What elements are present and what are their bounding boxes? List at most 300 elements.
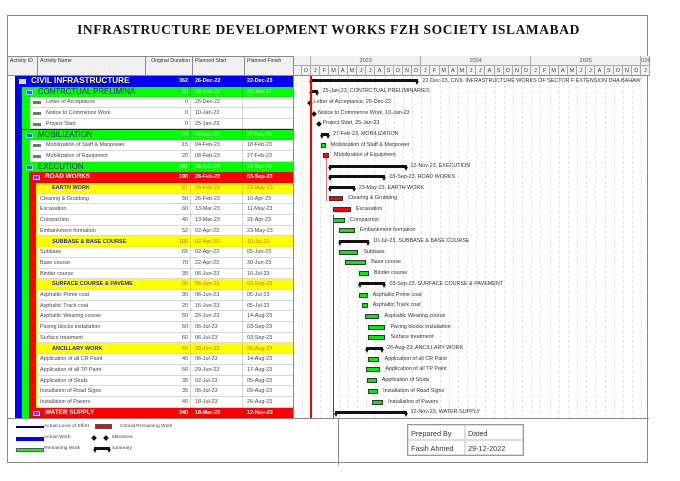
- task-icon: [33, 123, 41, 126]
- table-row[interactable]: [8, 322, 293, 333]
- summary-bar[interactable]: [366, 347, 383, 350]
- gridline: [605, 76, 606, 418]
- wbs-icon: [26, 133, 33, 138]
- month-cell: A: [339, 66, 348, 76]
- activity-bar[interactable]: [368, 389, 378, 394]
- dated-label: Dated: [465, 425, 523, 440]
- task-icon: [33, 155, 41, 158]
- legend-loe-label: Actual Level of Effort: [44, 424, 90, 429]
- bar-label: Asphaltic Wearing course: [384, 312, 446, 319]
- activity-bar[interactable]: [359, 271, 369, 276]
- month-cell: N: [623, 66, 632, 76]
- bar-label: 25-Jan-23, CONTRCTUAL PRELIMINARIES: [322, 88, 430, 95]
- table-row[interactable]: [8, 247, 293, 258]
- cell-ps: 26-Dec-22: [193, 87, 243, 98]
- gridline: [632, 76, 633, 418]
- cell-pf: 26-Aug-23: [247, 399, 273, 405]
- summary-bar[interactable]: [329, 186, 355, 189]
- table-row[interactable]: [8, 108, 293, 119]
- activity-bar[interactable]: [339, 250, 358, 255]
- table-row[interactable]: [8, 215, 293, 226]
- cell-ps: 26-Dec-22: [193, 97, 243, 108]
- table-row[interactable]: [8, 172, 293, 183]
- activity-bar[interactable]: [359, 293, 368, 298]
- cell-pf: 05-Jul-23: [247, 292, 270, 298]
- activity-name: Mobilization of Staff & Manpower: [46, 142, 125, 149]
- table-row[interactable]: [8, 333, 293, 344]
- bar-label: 10-Jul-23, SUBBASE & BASE COURSE: [372, 238, 470, 244]
- cell-dur: 100: [146, 237, 191, 248]
- column-header: [8, 56, 293, 76]
- month-cell: N: [403, 66, 412, 76]
- table-row[interactable]: [8, 76, 293, 87]
- month-cell: J: [421, 66, 430, 76]
- cell-pf: 22-Dec-23: [247, 78, 273, 84]
- cell-pf: 14-Aug-23: [247, 313, 273, 320]
- cell-dur: 40: [146, 354, 191, 365]
- bar-label: Application of all TP Paint: [385, 366, 447, 373]
- wbs-icon: [26, 90, 33, 95]
- cell-dur: 90: [146, 279, 191, 290]
- table-row[interactable]: [8, 290, 293, 301]
- month-cell: O: [394, 66, 403, 76]
- cell-dur: 52: [146, 226, 191, 237]
- month-cell: J: [586, 66, 595, 76]
- summary-bar[interactable]: [329, 175, 386, 178]
- cell-pf: [245, 119, 293, 130]
- gridline: [302, 76, 303, 418]
- gantt-chart: [293, 56, 649, 418]
- month-cell: A: [595, 66, 604, 76]
- bar-label: 12-Nov-23, EXECUTION: [410, 163, 471, 170]
- legend-swatch-remaining: [16, 448, 44, 452]
- summary-bar[interactable]: [335, 411, 407, 414]
- cell-dur: 24: [146, 130, 191, 141]
- activity-name: SURFACE COURSE & PAVEME: [52, 281, 133, 288]
- activity-bar[interactable]: [362, 303, 368, 308]
- bar-label: Letter of Acceptance, 26-Dec-22: [313, 98, 392, 105]
- gridline: [623, 76, 624, 418]
- critical-path-line: [326, 158, 327, 201]
- folder-icon: [19, 79, 26, 84]
- activity-name: Surface treatment: [40, 334, 83, 341]
- cell-pf: [245, 97, 293, 108]
- cell-ps: 26-Feb-23: [193, 162, 243, 173]
- cell-pf: 21-Apr-23: [247, 217, 271, 224]
- table-row[interactable]: [8, 344, 293, 355]
- cell-ps: 18-Mar-23: [193, 408, 243, 419]
- month-cell: S: [385, 66, 394, 76]
- cell-ps: 29-Jun-23: [193, 344, 243, 355]
- prepared-by-value: Fasih Ahmed: [408, 440, 465, 455]
- cell-pf: 30-Jun-23: [247, 259, 272, 266]
- cell-dur: 35: [146, 269, 191, 280]
- gridline: [595, 76, 596, 418]
- bar-label: 23-May-23, EARTH WORK: [358, 184, 424, 191]
- cell-ps: 06-Jul-23: [193, 322, 243, 333]
- activity-name: Asphaltic Prime coat: [40, 292, 90, 298]
- header-activity-name[interactable]: Activity Name: [38, 57, 146, 76]
- header-activity-id[interactable]: Activity ID: [8, 57, 38, 76]
- bar-label: Application of Studs: [381, 377, 430, 384]
- activity-name: Compaction: [40, 217, 69, 224]
- bar-label: Asphaltic Track coat: [372, 302, 421, 309]
- bar-label: Subbase: [363, 248, 385, 255]
- legend-swatch-loe: [16, 426, 44, 428]
- data-date-line: [310, 76, 312, 418]
- cell-pf: 05-Jul-23: [247, 302, 270, 309]
- gridline: [348, 76, 349, 418]
- cell-pf: 03-Sep-23: [247, 174, 273, 181]
- cell-ps: 02-Apr-23: [193, 226, 243, 237]
- month-cell: D: [632, 66, 641, 76]
- signoff-table: [407, 424, 524, 456]
- legend-summary-label: summary: [112, 446, 133, 451]
- cell-ps: 08-Feb-23: [193, 151, 243, 162]
- cell-pf: 05-Aug-23: [247, 377, 273, 384]
- cell-dur: 30: [146, 87, 191, 98]
- cell-dur: 15: [146, 140, 191, 151]
- bar-label: Base course: [371, 259, 402, 266]
- header-planned-finish[interactable]: Planned Finish: [247, 58, 282, 64]
- activity-bar[interactable]: [367, 378, 377, 383]
- bar-label: Surface treatment: [390, 334, 434, 341]
- activity-name: Project Start: [46, 120, 76, 127]
- table-row[interactable]: [8, 140, 293, 151]
- cell-ps: 02-Apr-23: [193, 237, 243, 248]
- activity-bar[interactable]: [372, 400, 383, 405]
- task-icon: [33, 144, 41, 147]
- cell-pf: 10-Jul-23: [247, 270, 270, 277]
- timescale-months: [294, 66, 650, 76]
- cell-dur: 59: [146, 344, 191, 355]
- table-row[interactable]: [8, 386, 293, 397]
- gridline: [559, 76, 560, 418]
- cell-pf: 17-Aug-23: [247, 366, 273, 373]
- cell-dur: 0: [146, 119, 191, 130]
- wbs-icon: [33, 175, 40, 180]
- cell-pf: 27-Feb-23: [247, 131, 272, 138]
- activity-name: Mobilization of Equipment: [46, 152, 108, 159]
- cell-pf: 23-May-23: [247, 227, 273, 234]
- table-row[interactable]: [8, 151, 293, 162]
- activity-name: WATER SUPPLY: [45, 408, 95, 416]
- bar-label: 12-Nov-23, WATER SUPPLY: [410, 409, 480, 416]
- cell-dur: 240: [146, 408, 191, 419]
- bar-label: 22-Dec-23, CIVIL INFRASTRUCTURE WORKS OF SECTOR F EXTENSION DHA BAHAW: [422, 77, 641, 84]
- cell-dur: 30: [146, 290, 191, 301]
- page-title: INFRASTRUCTURE DEVELOPMENT WORKS FZH SOCIETY ISLAMABAD: [77, 22, 580, 37]
- table-row[interactable]: [8, 408, 293, 419]
- cell-dur: 0: [146, 108, 191, 119]
- table-row[interactable]: [8, 301, 293, 312]
- cell-ps: 02-Jul-23: [193, 376, 243, 387]
- cell-ps: 26-Feb-23: [193, 183, 243, 194]
- gridline: [550, 76, 551, 418]
- wbs-icon: [33, 411, 40, 416]
- month-cell: O: [504, 66, 513, 76]
- activity-bar[interactable]: [333, 218, 345, 223]
- table-row[interactable]: [8, 279, 293, 290]
- table-row[interactable]: [8, 376, 293, 387]
- cell-ps: 22-Apr-23: [193, 258, 243, 269]
- activity-bar[interactable]: [365, 314, 380, 319]
- legend-actual-label: Actual Work: [44, 435, 71, 440]
- year-cell: 026: [641, 58, 651, 64]
- gridline: [513, 76, 514, 418]
- gridline: [330, 76, 331, 418]
- bar-label: Paving blocks installation: [390, 323, 451, 330]
- cell-pf: 05-Jun-23: [247, 249, 272, 256]
- cell-ps: 13-Mar-23: [193, 215, 243, 226]
- gridline: [614, 76, 615, 418]
- legend-milestone-label: Milestone: [112, 435, 133, 440]
- activity-name: Subbase: [40, 249, 62, 256]
- cell-ps: 10-Jan-23: [193, 108, 243, 119]
- cell-dur: 40: [146, 215, 191, 226]
- activity-name: EXECUTION: [38, 161, 84, 171]
- cell-pf: 14-Aug-23: [247, 356, 273, 363]
- bar-label: Compaction: [350, 216, 379, 223]
- cell-ps: 06-Jun-23: [193, 290, 243, 301]
- cell-dur: 65: [146, 247, 191, 258]
- month-cell: M: [568, 66, 577, 76]
- month-cell: J: [476, 66, 485, 76]
- cell-pf: 03-Sep-23: [247, 281, 273, 288]
- milestone-icon: [91, 435, 97, 441]
- gridline: [540, 76, 541, 418]
- month-cell: J: [577, 66, 586, 76]
- activity-bar[interactable]: [368, 325, 385, 330]
- activity-name: Asphaltic Wearing course: [40, 313, 102, 320]
- gridline: [641, 76, 642, 418]
- bar-label: Installation of Road Signs: [383, 387, 445, 394]
- bar-label: 03-Sep-23, SURFACE COURSE & PAVEMENT: [389, 280, 504, 287]
- cell-dur: 0: [146, 97, 191, 108]
- bar-label: Notice to Commence Work, 10-Jan-23: [317, 109, 410, 116]
- bar-label: 27-Feb-23, MOBILIZATION: [333, 131, 399, 137]
- activity-name: Letter of Acceptance: [46, 99, 96, 106]
- task-icon: [33, 112, 41, 115]
- month-cell: S: [605, 66, 614, 76]
- table-row[interactable]: [8, 269, 293, 280]
- cell-pf: 23-May-23: [247, 185, 273, 191]
- cell-pf: 27-Feb-23: [247, 152, 272, 159]
- bar-label: 03-Sep-23, ROAD WORKS: [389, 173, 456, 180]
- activity-name: ROAD WORKS: [45, 173, 91, 181]
- table-row[interactable]: [8, 130, 293, 141]
- activity-name: Base course: [40, 259, 70, 266]
- month-cell: F: [430, 66, 439, 76]
- table-row[interactable]: [8, 204, 293, 215]
- bar-label: Embankment formation: [359, 227, 416, 234]
- activity-name: Asphaltic Track coat: [40, 302, 89, 309]
- month-cell: M: [348, 66, 357, 76]
- table-row[interactable]: [8, 97, 293, 108]
- table-row[interactable]: [8, 226, 293, 237]
- month-cell: J: [641, 66, 650, 76]
- cell-dur: 260: [146, 162, 191, 173]
- timescale-years: [294, 56, 650, 66]
- month-cell: J: [357, 66, 366, 76]
- cell-dur: 20: [146, 151, 191, 162]
- cell-ps: 06-Jun-23: [193, 269, 243, 280]
- cell-dur: 70: [146, 258, 191, 269]
- milestone-icon[interactable]: [311, 111, 317, 117]
- activity-bar[interactable]: [321, 143, 326, 148]
- cell-pf: 11-May-23: [247, 206, 273, 213]
- activity-name: Installation of Road Signs: [40, 388, 102, 395]
- month-cell: A: [559, 66, 568, 76]
- cell-ps: 04-Feb-23: [193, 140, 243, 151]
- prepared-by-label: Prepared By: [408, 425, 465, 440]
- activity-bar[interactable]: [368, 335, 385, 340]
- summary-bar-icon: [94, 447, 110, 450]
- activity-bar[interactable]: [329, 196, 344, 201]
- bar-label: Project Start, 25-Jan-23: [322, 120, 380, 127]
- cell-dur: 50: [146, 194, 191, 205]
- summary-bar[interactable]: [339, 240, 369, 243]
- gridline: [449, 76, 450, 418]
- gridline: [339, 76, 340, 418]
- gridline: [476, 76, 477, 418]
- cell-ps: 13-Mar-23: [193, 204, 243, 215]
- month-cell: F: [320, 66, 329, 76]
- cell-pf: 18-Feb-23: [247, 142, 272, 149]
- cell-dur: 20: [146, 301, 191, 312]
- month-cell: J: [366, 66, 375, 76]
- month-cell: J: [311, 66, 320, 76]
- month-cell: O: [614, 66, 623, 76]
- cell-pf: 16-Apr-23: [247, 195, 271, 202]
- activity-name: CIVIL INFRASTRUCTURE: [31, 76, 130, 85]
- cell-ps: 04-Feb-23: [193, 130, 243, 141]
- bar-label: Binder course: [373, 270, 408, 277]
- activity-name: Binder course: [40, 270, 74, 277]
- cell-ps: 26-Jun-23: [193, 311, 243, 322]
- gridline: [577, 76, 578, 418]
- summary-bar[interactable]: [310, 79, 419, 82]
- bar-label: Installation of Pavers: [388, 398, 439, 405]
- activity-bar[interactable]: [333, 207, 351, 212]
- month-cell: J: [531, 66, 540, 76]
- cell-dur: 50: [146, 365, 191, 376]
- gridline: [522, 76, 523, 418]
- summary-bar[interactable]: [321, 133, 329, 136]
- cell-ps: 06-Jul-23: [193, 386, 243, 397]
- cell-pf: 12-Nov-23: [247, 409, 273, 416]
- month-cell: M: [440, 66, 449, 76]
- activity-name: Paving blocks installation: [40, 324, 101, 331]
- cell-ps: 26-Feb-23: [193, 194, 243, 205]
- task-icon: [33, 101, 41, 104]
- bar-label: Excavation: [356, 205, 383, 212]
- month-cell: D: [302, 66, 311, 76]
- table-row[interactable]: [8, 237, 293, 248]
- activity-name: Clearing & Grubbing: [40, 195, 89, 202]
- header-duration[interactable]: Original Duration: [146, 57, 193, 76]
- table-row[interactable]: [8, 397, 293, 408]
- activity-name: MOBILIZATION: [38, 129, 93, 139]
- activity-bar[interactable]: [345, 260, 366, 265]
- cell-ps: 29-Jun-23: [193, 365, 243, 376]
- month-cell: D: [412, 66, 421, 76]
- month-cell: N: [513, 66, 522, 76]
- activity-name: ANCILLARY WORK: [52, 345, 103, 352]
- month-cell: D: [522, 66, 531, 76]
- gridline: [485, 76, 486, 418]
- month-cell: A: [375, 66, 384, 76]
- activity-bar[interactable]: [366, 367, 381, 372]
- table-row[interactable]: [8, 87, 293, 98]
- cell-pf: 03-Sep-23: [247, 324, 273, 331]
- legend-swatch-critical: [95, 424, 112, 429]
- activity-name: Application of all CR Paint: [40, 356, 103, 363]
- year-cell: 2024: [421, 56, 531, 66]
- gridline: [357, 76, 358, 418]
- summary-bar[interactable]: [329, 165, 407, 168]
- year-cell: [294, 56, 311, 66]
- bar-label: Mobilization of Equipment: [334, 152, 396, 159]
- cell-pf: 03-Sep-23: [247, 334, 273, 341]
- cell-ps: 06-Jul-23: [193, 333, 243, 344]
- activity-name: Application of Studs: [40, 377, 88, 384]
- legend-critical-label: Critical Remaining Work: [120, 424, 173, 429]
- cell-dur: 87: [146, 183, 191, 194]
- critical-path-line: [333, 215, 335, 418]
- cell-pf: 25-Jan-23: [247, 88, 272, 95]
- year-cell: 2025: [531, 56, 641, 66]
- dated-value: 29-12-2022: [465, 440, 523, 455]
- activity-bar[interactable]: [339, 228, 355, 233]
- cell-dur: 60: [146, 322, 191, 333]
- table-row[interactable]: [8, 311, 293, 322]
- table-row[interactable]: [8, 365, 293, 376]
- cell-pf: 09-Aug-23: [247, 388, 273, 395]
- cell-ps: 18-Jul-23: [193, 397, 243, 408]
- table-row[interactable]: [8, 354, 293, 365]
- milestone-icon: [103, 435, 109, 441]
- activity-bar[interactable]: [368, 357, 379, 362]
- table-row[interactable]: [8, 194, 293, 205]
- header-planned-start[interactable]: Planned Start: [193, 57, 245, 76]
- month-cell: M: [458, 66, 467, 76]
- month-cell: [294, 66, 302, 76]
- bar-label: 26-Aug-23, ANCILLARY WORK: [387, 345, 464, 351]
- table-row[interactable]: [8, 183, 293, 194]
- summary-bar[interactable]: [359, 282, 386, 285]
- bar-label: Application of all CR Paint: [384, 355, 447, 362]
- cell-dur: 362: [146, 76, 191, 87]
- month-cell: F: [540, 66, 549, 76]
- activity-name: EARTH WORK: [52, 185, 90, 191]
- cell-dur: 60: [146, 333, 191, 344]
- gridline: [568, 76, 569, 418]
- activity-name: Excavation: [40, 206, 67, 213]
- cell-ps: 25-Jan-23: [193, 119, 243, 130]
- legend-swatch-actual: [16, 437, 44, 441]
- gridline: [586, 76, 587, 418]
- cell-pf: 26-Aug-23: [247, 345, 273, 352]
- cell-dur: 60: [146, 204, 191, 215]
- schedule-frame: [7, 15, 651, 463]
- table-row[interactable]: [8, 119, 293, 130]
- table-row[interactable]: [8, 162, 293, 173]
- gridline: [320, 76, 321, 418]
- table-row[interactable]: [8, 258, 293, 269]
- cell-dur: 35: [146, 386, 191, 397]
- month-cell: S: [495, 66, 504, 76]
